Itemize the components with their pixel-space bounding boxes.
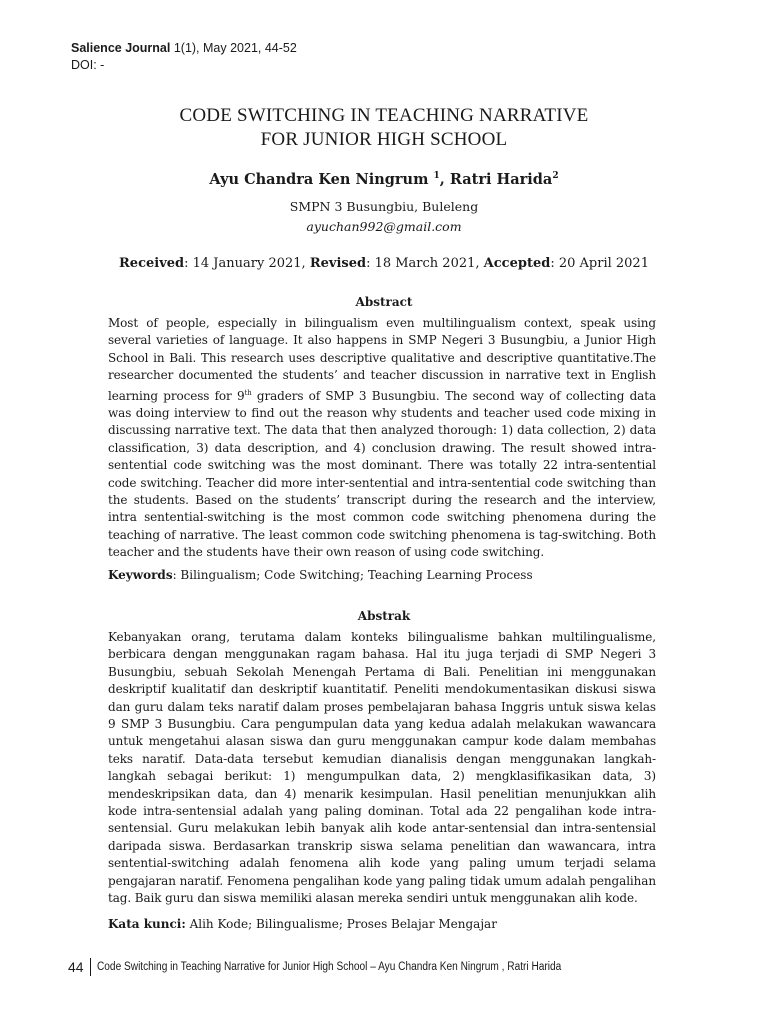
abstract-heading: Abstract xyxy=(355,295,413,309)
author-2: Ratri Harida xyxy=(449,171,553,188)
paper-title xyxy=(0,104,768,152)
kata-kunci-label: Kata kunci: xyxy=(108,917,186,931)
keywords-value: : Bilingualism; Code Switching; Teaching Learning Process xyxy=(172,568,533,582)
title-line-2: FOR JUNIOR HIGH SCHOOL xyxy=(260,129,508,150)
affiliation xyxy=(0,197,768,237)
journal-details: 1(1), May 2021, 44-52 xyxy=(170,41,297,55)
page-number: 44 xyxy=(68,959,84,975)
kata-kunci xyxy=(108,916,656,933)
abstract-text xyxy=(108,315,656,562)
keywords-label: Keywords xyxy=(108,568,173,582)
footer-divider xyxy=(90,958,91,976)
authors xyxy=(0,171,768,188)
abstrak-heading: Abstrak xyxy=(357,609,411,623)
author-separator: , xyxy=(439,171,450,188)
received-value: : 14 January 2021, xyxy=(184,256,310,271)
abstract-text-part-1: Most of people, especially in bilingualism even multilingualism context, speak using several varieties of language. It also happens in SMP Negeri 3 Busungbiu, a Junior High School in Bali. This research uses descriptive qualitative and descriptive quantitative.The researcher documented the students’ and teacher discussion in narrative text in English learning process for 9 xyxy=(108,316,656,403)
title-line-1: CODE SWITCHING IN TEACHING NARRATIVE xyxy=(179,105,589,126)
doi: DOI: - xyxy=(71,58,105,72)
accepted-value: : 20 April 2021 xyxy=(550,256,649,271)
author-1-sup: 1 xyxy=(433,171,440,182)
received-label: Received xyxy=(119,256,185,271)
submission-dates xyxy=(0,256,768,271)
revised-value: : 18 March 2021, xyxy=(366,256,484,271)
revised-label: Revised xyxy=(309,256,367,271)
abstract-text-part-2: graders of SMP 3 Busungbiu. The second way of collecting data was doing interview to find out the reason why students and teacher used code mixing in discussing narrative text. The data that then analyzed thorough: 1) data collection, 2) data classification, 3) data description, and 4) conclusion drawing. The result showed intra-sentential code switching was the most dominant. There was totally 22 intra-sentential code switching. Teacher did more inter-sentential and intra-sentential code switching than the students. Based on the students’ transcript during the research and the interview, intra sentential-switching is the most common code switching phenomena during the teaching of narrative. The least common code switching phenomena is tag-switching. Both teacher and the students have their own reason of using code switching. xyxy=(108,388,656,560)
journal-citation xyxy=(71,40,297,57)
institution: SMPN 3 Busungbiu, Buleleng xyxy=(289,199,479,214)
abstrak-text: Kebanyakan orang, terutama dalam konteks bilingualisme bahkan multilingualisme, berbicara dengan menggunakan ragam bahasa. Hal itu juga terjadi di SMP Negeri 3 Busungbiu, sebuah Sekolah Menengah Pertama di Bali. Penelitian ini menggunakan deskriptif kualitatif dan deskriptif kuantitatif. Peneliti mendokumentasikan diskusi siswa dan guru dalam teks naratif dalam proses pembelajaran bahasa Inggris untuk siswa kelas 9 SMP 3 Busungbiu. Cara pengumpulan data yang kedua adalah melakukan wawancara untuk mengetahui alasan siswa dan guru menggunakan campur kode dalam membahas teks naratif. Data-data tersebut kemudian dianalisis dengan menggunakan langkah-langkah sebagai berikut: 1) mengumpulkan data, 2) mengklasifikasikan data, 3) mendeskripsikan data, dan 4) menarik kesimpulan. Hasil penelitian menunjukkan alih kode intra-sentensial adalah yang paling dominan. Total ada 22 pengalihan kode intra-sentensial. Guru melakukan lebih banyak alih kode antar-sentensial dan intra-sentensial daripada siswa. Berdasarkan transkrip siswa selama penelitian dan wawancara, intra sentential-switching adalah fenomena alih kode yang paling umum terjadi selama pengajaran naratif. Fenomena pengalihan kode yang paling tidak umum adalah pengalihan tag. Baik guru dan siswa memiliki alasan mereka sendiri untuk menggunakan alih kode. xyxy=(108,630,656,906)
page-footer xyxy=(68,958,624,976)
journal-name: Salience Journal xyxy=(71,41,171,55)
running-title: Code Switching in Teaching Narrative for Junior High School – Ayu Chandra Ken Ningrum , Ratri Harida xyxy=(96,961,561,973)
author-email[interactable]: ayuchan992@gmail.com xyxy=(306,219,462,234)
kata-kunci-value: Alih Kode; Bilingualisme; Proses Belajar Mengajar xyxy=(185,917,497,931)
author-1: Ayu Chandra Ken Ningrum xyxy=(209,171,429,188)
author-2-sup: 2 xyxy=(552,171,559,182)
accepted-label: Accepted xyxy=(483,256,551,271)
abstract-text-sup: th xyxy=(244,388,252,397)
journal-header xyxy=(71,40,297,74)
keywords xyxy=(108,567,656,584)
